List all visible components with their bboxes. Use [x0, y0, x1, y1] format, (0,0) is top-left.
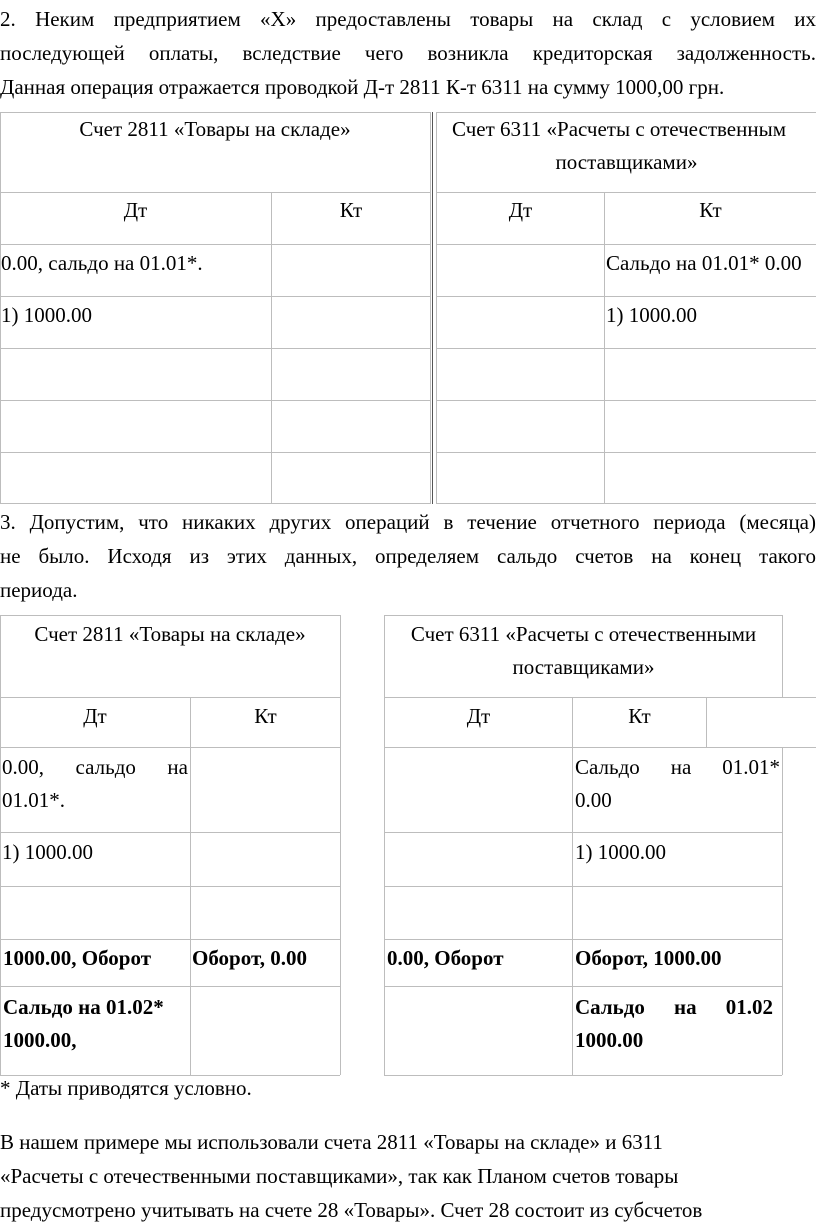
table-1-col-dt-left: Дт [123, 198, 148, 222]
table-2-row-1-kt-right [575, 751, 780, 817]
table-1-col-kt-right: Кт [699, 198, 722, 222]
table-1-col-dt-right: Дт [508, 198, 533, 222]
table-2-row-1-kt-right-line-1: Сальдо на 01.01* [575, 755, 780, 779]
paragraph-3-line-3: периода. [0, 578, 78, 602]
table-2-header-right-line-2: поставщиками» [512, 655, 655, 679]
table-2-saldo-dt-left-line-2: 1000.00, [3, 1028, 77, 1052]
paragraph-3-line-2: не было. Исходя из этих данных, определяем сальдо счетов на конец такого [0, 544, 816, 568]
table-2-oborot-kt-right: Оборот, 1000.00 [575, 946, 722, 970]
table-1-header-left: Счет 2811 «Товары на складе» [79, 117, 351, 141]
table-2-saldo-dt-left-line-1: Сальдо на 01.02* [3, 995, 164, 1019]
table-2-row-1-kt-right-line-2: 0.00 [575, 788, 612, 812]
table-2-header-right-line-1: Счет 6311 «Расчеты с отечественными [410, 622, 757, 646]
paragraph-2 [0, 2, 816, 104]
paragraph-4 [0, 1125, 770, 1227]
table-2-oborot-dt-right: 0.00, Оборот [387, 946, 504, 970]
table-1-header-right-line-2: поставщиками» [555, 150, 698, 174]
table-1-row-1-kt-right: Сальдо на 01.01* 0.00 [606, 251, 802, 275]
footnote: * Даты приводятся условно. [0, 1076, 252, 1100]
table-1-header-right [437, 113, 816, 179]
paragraph-2-line-1: 2. Неким предприятием «Х» предоставлены товары на склад с условием их [0, 7, 816, 31]
table-2-saldo-kt-right-line-2: 1000.00 [575, 1028, 644, 1052]
table-1-row-2-kt-right: 1) 1000.00 [606, 303, 697, 327]
table-2-header-right [385, 618, 782, 684]
table-1-col-kt-left: Кт [339, 198, 363, 222]
table-2-row-2-kt-right: 1) 1000.00 [575, 840, 666, 864]
table-2-row-1-dt-left [2, 751, 188, 817]
paragraph-4-line-3: предусмотрено учитывать на счете 28 «Товары». Счет 28 состоит из субсчетов [0, 1198, 703, 1222]
table-1-header-right-line-1: Счет 6311 «Расчеты с отечественным [452, 117, 786, 141]
table-2-header-left: Счет 2811 «Товары на складе» [34, 622, 306, 646]
table-2-row-2-dt-left: 1) 1000.00 [2, 840, 93, 864]
paragraph-3-line-1: 3. Допустим, что никаких других операций в течение отчетного периода (месяца) [0, 510, 816, 534]
table-2-col-kt-right: Кт [628, 704, 651, 728]
paragraph-2-line-2: последующей оплаты, вследствие чего возникла кредиторская задолженность. [0, 41, 816, 65]
paragraph-2-line-3: Данная операция отражается проводкой Д-т 2811 К-т 6311 на сумму 1000,00 грн. [0, 75, 725, 99]
table-2-saldo-kt-right [575, 991, 773, 1057]
table-2-row-1-dt-left-line-1: 0.00, сальдо на [2, 755, 188, 779]
table-2-saldo-dt-left [3, 991, 189, 1057]
table-2-col-kt-left: Кт [254, 704, 277, 728]
table-2-oborot-kt-left: Оборот, 0.00 [192, 946, 307, 970]
paragraph-4-line-2: «Расчеты с отечественными поставщиками», так как Планом счетов товары [0, 1164, 679, 1188]
table-2-col-dt-left: Дт [83, 704, 107, 728]
table-2-saldo-kt-right-line-1: Сальдо на 01.02 [575, 995, 773, 1019]
table-2-row-1-dt-left-line-2: 01.01*. [2, 788, 65, 812]
paragraph-3 [0, 505, 816, 607]
table-1-row-2-dt-left: 1) 1000.00 [1, 303, 92, 327]
table-1-row-1-dt-left: 0.00, сальдо на 01.01*. [1, 251, 203, 275]
table-2-col-dt-right: Дт [466, 704, 491, 728]
paragraph-4-line-1: В нашем примере мы использовали счета 2811 «Товары на складе» и 6311 [0, 1130, 663, 1154]
table-2-oborot-dt-left: 1000.00, Оборот [3, 946, 152, 970]
